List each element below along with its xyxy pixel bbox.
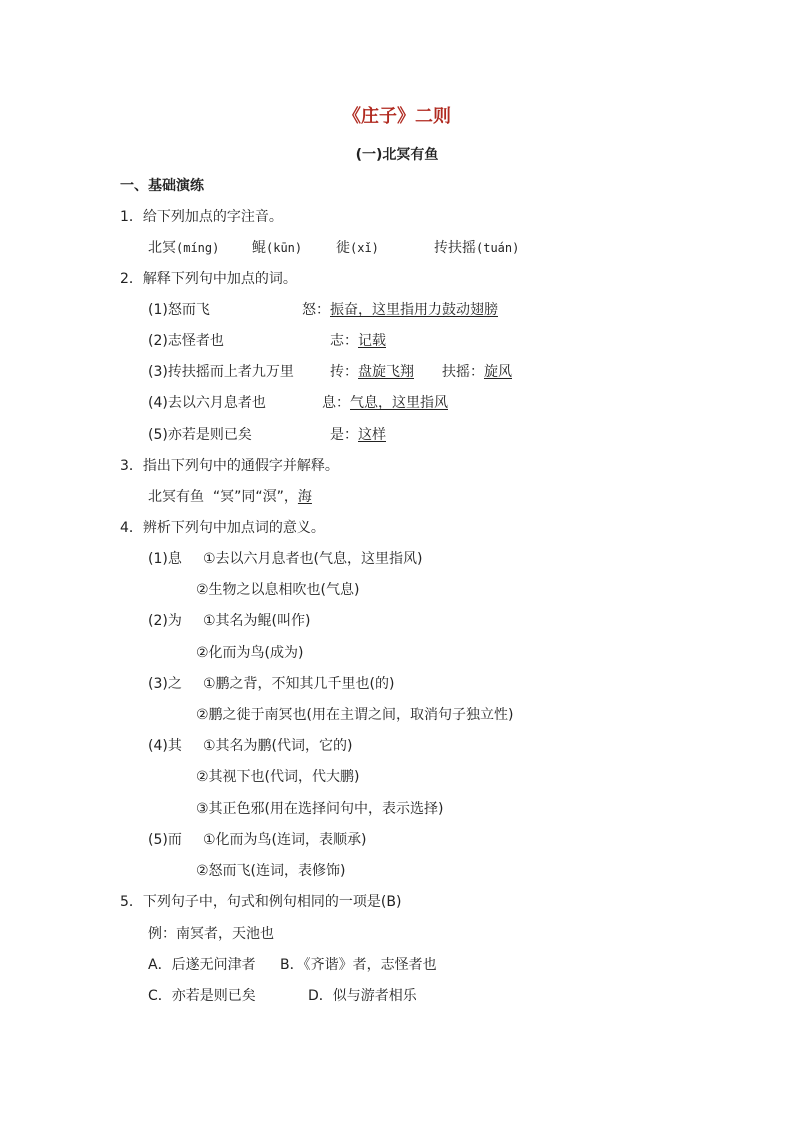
q4-meaning: ②其视下也(代词，代大鹏) xyxy=(196,769,360,785)
q3-sentence: 北冥有鱼 xyxy=(148,489,204,505)
q1-pinyin: (xǐ) xyxy=(350,241,379,255)
q2-key: 是： xyxy=(330,427,358,443)
q2-key: 志： xyxy=(330,333,358,349)
q5-option-d: D．似与游者相乐 xyxy=(308,988,417,1004)
q1-item-2 xyxy=(252,239,302,257)
q3-answer: 海 xyxy=(297,489,312,505)
q3-note: “冥”同“溟”， xyxy=(212,489,298,505)
q1-item-4 xyxy=(434,239,519,257)
q5-option-b: B．《齐谐》者，志怪者也 xyxy=(280,957,437,973)
q4-meaning: ②怒而飞(连词，表修饰) xyxy=(196,863,346,879)
q2-sentence: (5)亦若是则已矣 xyxy=(148,427,252,443)
q2-gloss xyxy=(330,426,386,444)
q1-pinyin: (tuán) xyxy=(476,241,520,255)
q4-label: (1)息 xyxy=(148,551,182,567)
q2-gloss xyxy=(330,332,386,350)
q2-answer: 气息，这里指风 xyxy=(350,395,448,411)
q4-meaning: ①其名为鹏(代词，它的) xyxy=(203,738,353,754)
q4-meaning: ③其正色邪(用在选择问句中，表示选择) xyxy=(196,801,444,817)
q2-sentence: (1)怒而飞 xyxy=(148,302,210,318)
q5-option-a: A．后遂无问津者 xyxy=(148,957,256,973)
q4-meaning: ①化而为鸟(连词，表顺承) xyxy=(203,832,367,848)
q3-answer-line xyxy=(148,488,312,506)
q4-meaning: ①鹏之背，不知其几千里也(的) xyxy=(203,676,395,692)
q4-meaning: ②鹏之徙于南冥也(用在主谓之间，取消句子独立性) xyxy=(196,707,514,723)
q4-label: (3)之 xyxy=(148,676,182,692)
q4-meaning: ②化而为鸟(成为) xyxy=(196,645,304,661)
q2-answer: 旋风 xyxy=(484,364,512,380)
q2-answer: 振奋，这里指用力鼓动翅膀 xyxy=(330,302,498,318)
q2-gloss xyxy=(322,394,448,412)
q2-key: 怒： xyxy=(302,302,330,318)
question-2-prompt: 2．解释下列句中加点的词。 xyxy=(120,271,297,287)
document-subtitle: (一)北冥有鱼 xyxy=(355,147,439,163)
q4-meaning: ①其名为鲲(叫作) xyxy=(203,613,311,629)
q1-item-3 xyxy=(336,239,379,257)
q1-word: 徙 xyxy=(336,240,350,256)
q4-label: (2)为 xyxy=(148,613,182,629)
q2-sentence: (3)抟扶摇而上者九万里 xyxy=(148,364,294,380)
q2-answer: 记载 xyxy=(358,333,386,349)
q1-pinyin: (kūn) xyxy=(266,241,303,255)
question-5-prompt: 5．下列句子中，句式和例句相同的一项是(B) xyxy=(120,894,402,910)
q4-label: (5)而 xyxy=(148,832,182,848)
q1-pinyin: (míng) xyxy=(176,241,220,255)
question-1-prompt: 1．给下列加点的字注音。 xyxy=(120,209,283,225)
q2-key: 抟： xyxy=(330,364,358,380)
question-4-prompt: 4．辨析下列句中加点词的意义。 xyxy=(120,520,325,536)
section-heading: 一、基础演练 xyxy=(120,178,204,194)
q2-sentence: (2)志怪者也 xyxy=(148,333,224,349)
q5-option-c: C．亦若是则已矣 xyxy=(148,988,256,1004)
q2-key: 扶摇： xyxy=(442,364,484,380)
q2-gloss xyxy=(302,301,498,319)
q2-key: 息： xyxy=(322,395,350,411)
q2-gloss-2 xyxy=(442,363,512,381)
q4-meaning: ②生物之以息相吹也(气息) xyxy=(196,582,360,598)
q2-sentence: (4)去以六月息者也 xyxy=(148,395,266,411)
q5-example: 例：南冥者，天池也 xyxy=(148,926,274,942)
q2-answer: 这样 xyxy=(358,427,386,443)
q2-answer: 盘旋飞翔 xyxy=(358,364,414,380)
q1-word: 抟扶摇 xyxy=(434,240,476,256)
q2-gloss xyxy=(330,363,414,381)
q1-item-1 xyxy=(148,239,219,257)
question-3-prompt: 3．指出下列句中的通假字并解释。 xyxy=(120,458,339,474)
q1-word: 北冥 xyxy=(148,240,176,256)
document-title: 《庄子》二则 xyxy=(343,106,451,127)
q4-label: (4)其 xyxy=(148,738,182,754)
q4-meaning: ①去以六月息者也(气息，这里指风) xyxy=(203,551,423,567)
q1-word: 鲲 xyxy=(252,240,266,256)
